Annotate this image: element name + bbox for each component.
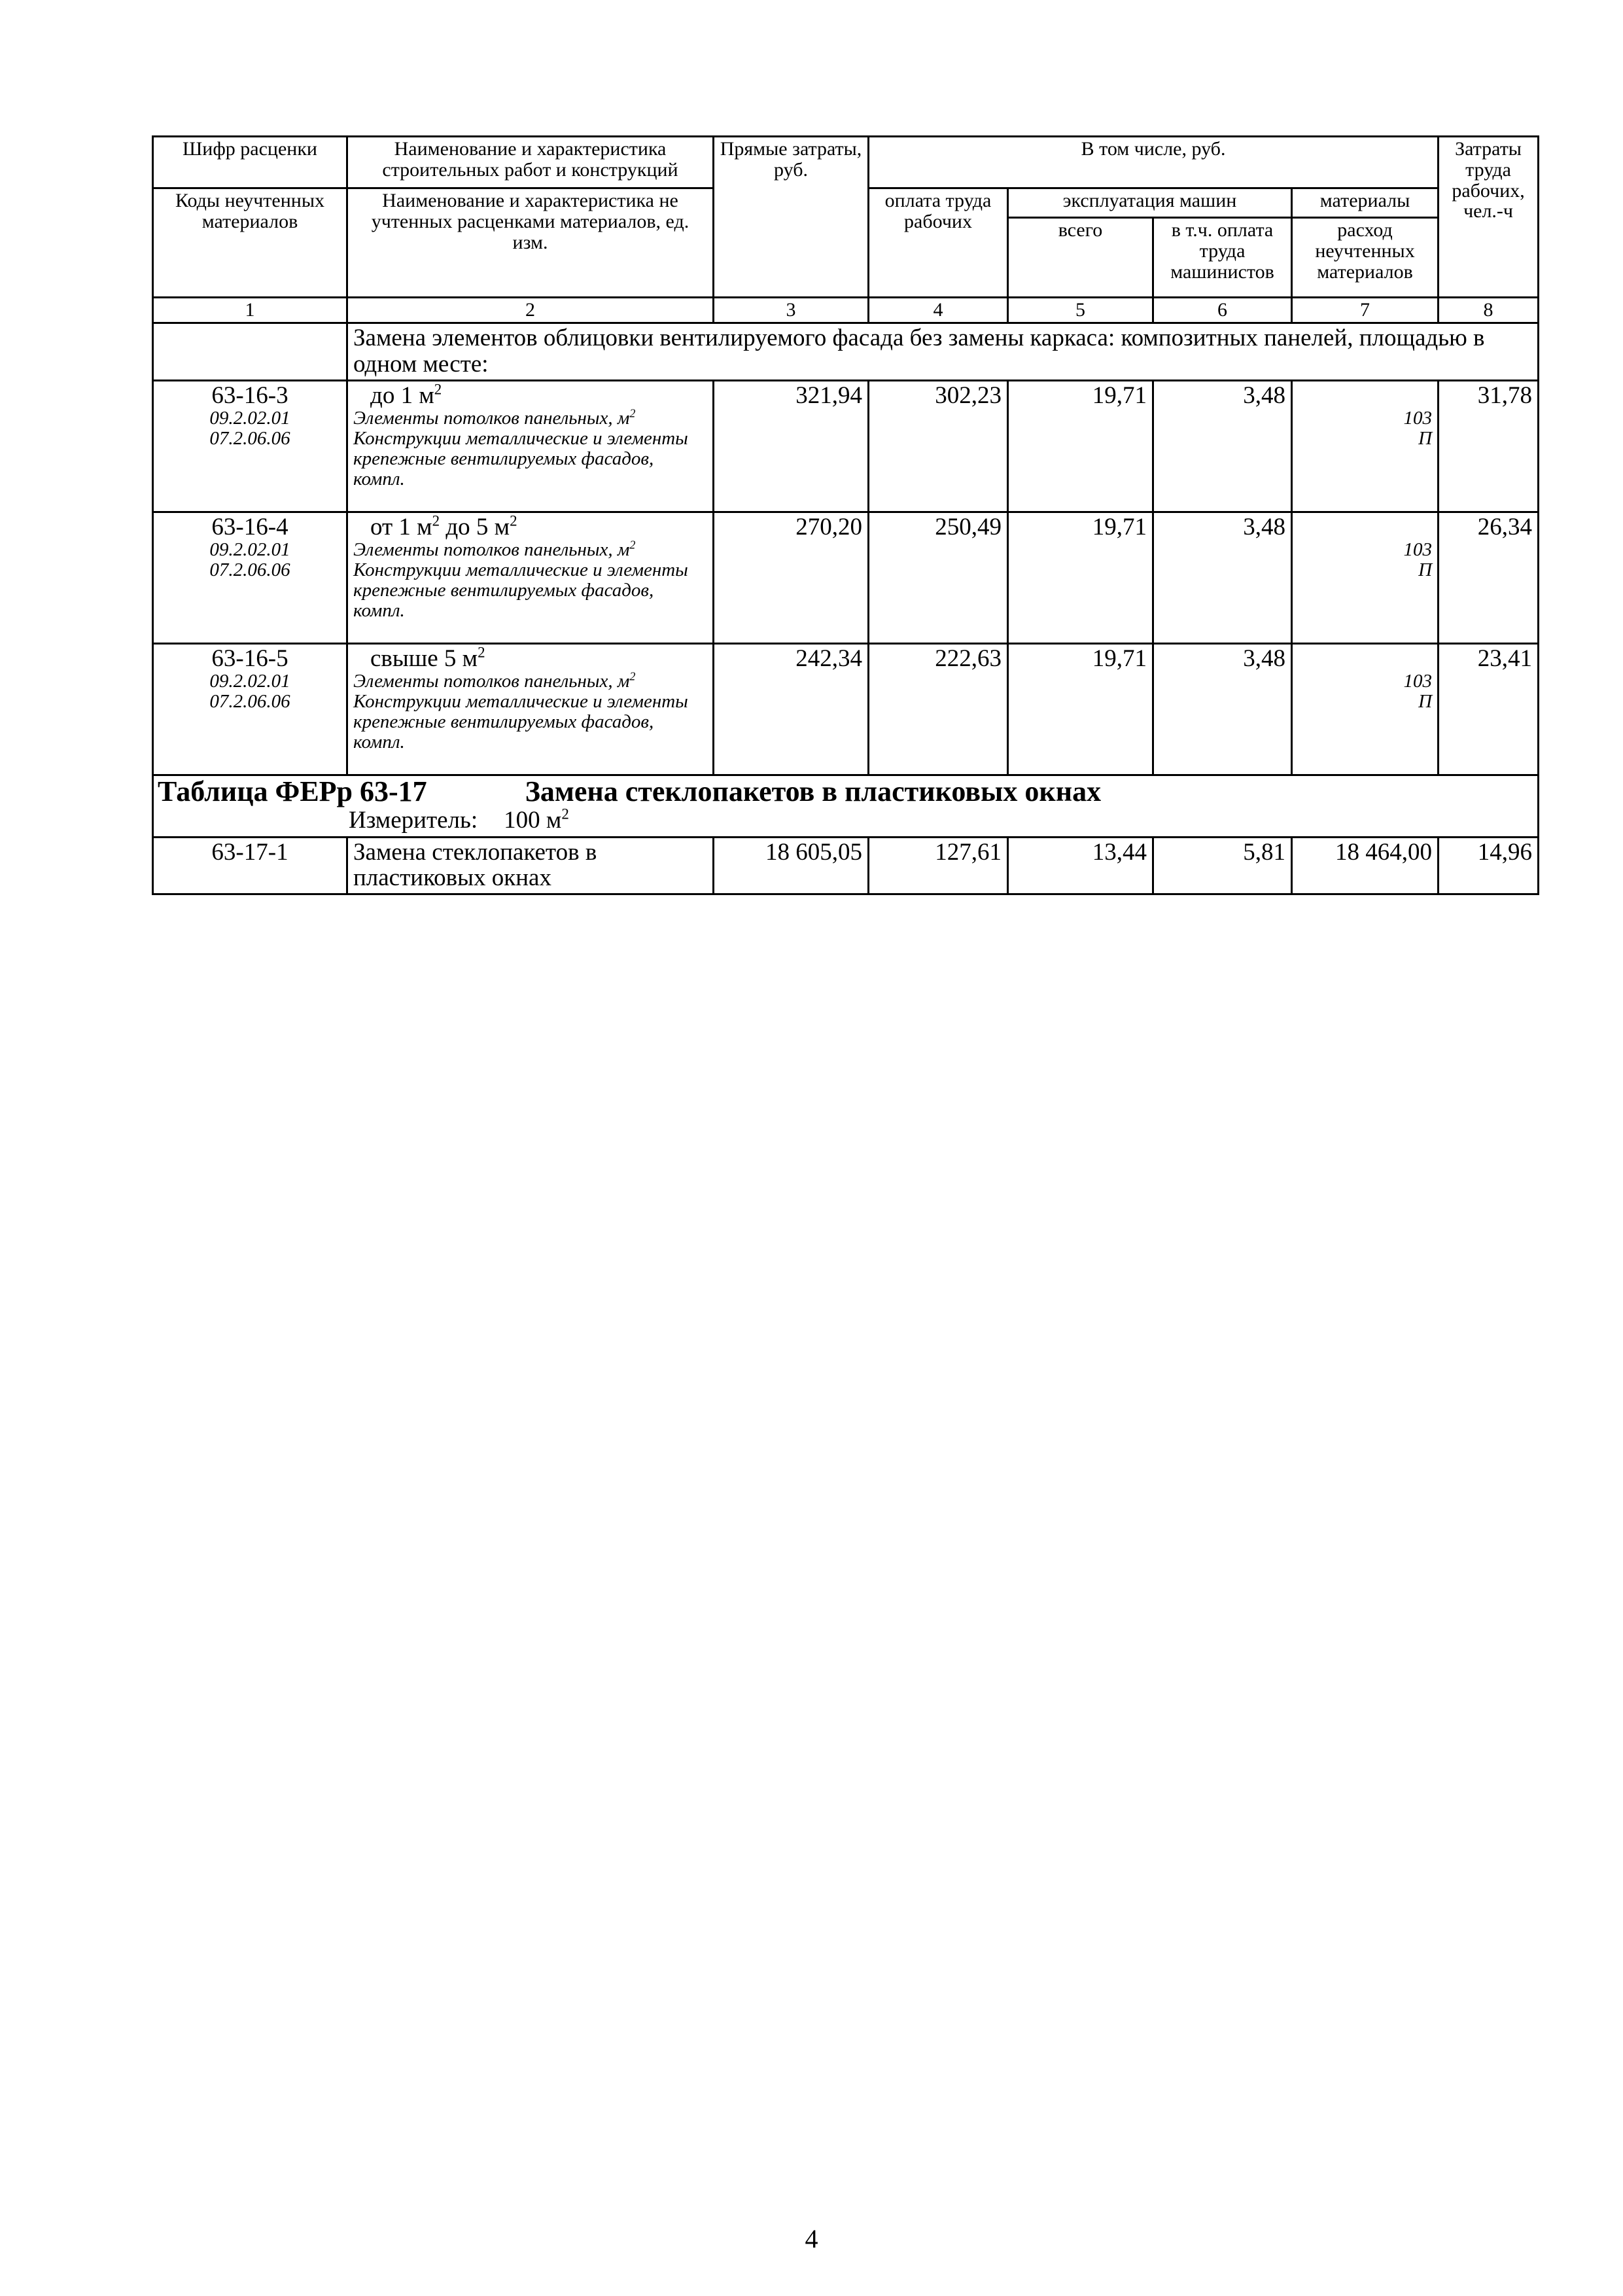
material-code: 07.2.06.06 <box>209 428 290 450</box>
material-name <box>353 408 707 429</box>
materials-consumption-cell <box>1292 381 1439 512</box>
table-row <box>153 838 1539 894</box>
rate-name-cell <box>347 644 714 775</box>
labor-costs: 26,34 <box>1439 512 1539 644</box>
table-row <box>153 644 1539 775</box>
group-title-empty-cell <box>153 323 347 380</box>
header-material-codes-cell: Коды неучтенных материалов <box>153 188 347 298</box>
machinist-wage: 3,48 <box>1153 644 1292 775</box>
materials-consumption-cell <box>1292 644 1439 775</box>
measure-value: 100 м <box>504 806 562 834</box>
header-name-cell: Наименование и характеристика строительных работ и конструкций <box>347 137 714 188</box>
table2-measure <box>158 805 1533 834</box>
header-labor-cell: Затраты труда рабочих, чел.-ч <box>1439 137 1539 298</box>
material-name-sup: 2 <box>629 406 636 420</box>
table-row <box>153 381 1539 512</box>
material-qty: 103 <box>1403 408 1433 429</box>
labor-costs: 14,96 <box>1439 838 1539 894</box>
direct-costs: 18 605,05 <box>714 838 869 894</box>
material-name: Конструкции металлические и элементы крепежные вентилируемых фасадов, компл. <box>353 559 688 621</box>
material-qty: 103 <box>1403 539 1433 561</box>
header-material-name-cell: Наименование и характеристика не учтенных расценками материалов, ед. изм. <box>347 188 714 298</box>
column-number: 7 <box>1292 298 1439 323</box>
material-name-text: Элементы потолков панельных, м <box>353 408 630 429</box>
material-qty: 103 <box>1403 671 1433 692</box>
material-code: 09.2.02.01 <box>209 408 290 429</box>
rate-name-mid: до 5 м <box>440 514 510 541</box>
machinist-wage: 3,48 <box>1153 381 1292 512</box>
material-code: 09.2.02.01 <box>209 671 290 692</box>
rate-name-sup: 2 <box>434 381 442 398</box>
materials-consumption-cell <box>1292 512 1439 644</box>
table2-header-row <box>153 775 1539 838</box>
page-number: 4 <box>805 2224 818 2253</box>
direct-costs: 270,20 <box>714 512 869 644</box>
header-code-cell: Шифр расценки <box>153 137 347 188</box>
material-code: 07.2.06.06 <box>209 691 290 713</box>
materials-value: 18 464,00 <box>1292 838 1439 894</box>
material-name-sup: 2 <box>629 669 636 683</box>
labor-wage: 127,61 <box>869 838 1008 894</box>
direct-costs: 321,94 <box>714 381 869 512</box>
material-qty: П <box>1418 690 1433 712</box>
labor-wage: 250,49 <box>869 512 1008 644</box>
rates-table-body <box>152 135 1539 895</box>
column-number: 1 <box>153 298 347 323</box>
table2-title-name: Замена стеклопакетов в пластиковых окнах <box>525 775 1102 808</box>
labor-costs: 23,41 <box>1439 644 1539 775</box>
machinist-wage: 5,81 <box>1153 838 1292 894</box>
column-number: 8 <box>1439 298 1539 323</box>
machines-total: 19,71 <box>1008 512 1153 644</box>
measure-sup: 2 <box>561 805 569 822</box>
header-machines-total-cell: всего <box>1008 218 1153 298</box>
machines-total: 13,44 <box>1008 838 1153 894</box>
header-labor-wage-cell: оплата труда рабочих <box>869 188 1008 298</box>
rate-code-cell <box>153 512 347 644</box>
rate-code: 63-16-3 <box>211 382 288 410</box>
rate-name <box>353 646 707 671</box>
material-code: 07.2.06.06 <box>209 559 290 581</box>
column-numbers-row <box>153 298 1539 323</box>
table2-header <box>153 775 1539 838</box>
rate-name-text: от 1 м <box>370 514 432 541</box>
materials-value <box>1298 646 1432 671</box>
machinist-wage: 3,48 <box>1153 512 1292 644</box>
rate-name-cell <box>347 381 714 512</box>
rate-code-cell <box>153 838 347 894</box>
material-name <box>353 540 707 560</box>
rate-name-sup: 2 <box>432 512 440 529</box>
material-name-text: Элементы потолков панельных, м <box>353 539 630 561</box>
direct-costs: 242,34 <box>714 644 869 775</box>
rate-code-cell <box>153 644 347 775</box>
rate-code: 63-16-4 <box>211 514 288 541</box>
rate-name: Замена стеклопакетов в пластиковых окнах <box>347 838 714 894</box>
machines-total: 19,71 <box>1008 644 1153 775</box>
material-qty: П <box>1418 559 1433 580</box>
rate-code: 63-16-5 <box>211 645 288 673</box>
column-number: 4 <box>869 298 1008 323</box>
table2-title-code: Таблица ФЕРр 63-17 <box>158 775 427 808</box>
rate-code-cell <box>153 381 347 512</box>
header-machinist-wage-cell: в т.ч. оплата труда машинистов <box>1153 218 1292 298</box>
material-name <box>353 671 707 692</box>
column-number: 3 <box>714 298 869 323</box>
labor-costs: 31,78 <box>1439 381 1539 512</box>
rate-name-sup: 2 <box>478 644 485 661</box>
table-row <box>153 512 1539 644</box>
header-direct-cell: Прямые затраты, руб. <box>714 137 869 298</box>
group-title-row <box>153 323 1539 380</box>
machines-total: 19,71 <box>1008 381 1153 512</box>
measure-label: Измеритель: <box>349 806 478 834</box>
material-name: Конструкции металлические и элементы крепежные вентилируемых фасадов, компл. <box>353 428 688 489</box>
material-name-text: Элементы потолков панельных, м <box>353 671 630 692</box>
materials-value <box>1298 514 1432 540</box>
rate-code: 63-17-1 <box>211 839 288 866</box>
labor-wage: 302,23 <box>869 381 1008 512</box>
rate-name-text: свыше 5 м <box>370 645 478 673</box>
materials-value <box>1298 383 1432 408</box>
column-number: 2 <box>347 298 714 323</box>
header-materials-cell: материалы <box>1292 188 1439 218</box>
header-machines-cell: эксплуатация машин <box>1008 188 1292 218</box>
group-title: Замена элементов облицовки вентилируемого фасада без замены каркаса: композитных панелей, площадью в одном месте: <box>347 323 1539 380</box>
material-code: 09.2.02.01 <box>209 539 290 561</box>
column-number: 6 <box>1153 298 1292 323</box>
column-number: 5 <box>1008 298 1153 323</box>
rate-name-sup2: 2 <box>510 512 517 529</box>
rate-name <box>353 514 707 540</box>
table2-title <box>158 776 1533 807</box>
rate-name-cell <box>347 512 714 644</box>
header-materials-consumption-cell: расход неучтенных материалов <box>1292 218 1439 298</box>
material-name-sup: 2 <box>629 538 636 552</box>
labor-wage: 222,63 <box>869 644 1008 775</box>
material-name: Конструкции металлические и элементы крепежные вентилируемых фасадов, компл. <box>353 691 688 752</box>
header-including-cell: В том числе, руб. <box>869 137 1439 188</box>
rate-name <box>353 383 707 408</box>
rate-name-text: до 1 м <box>370 382 434 410</box>
material-qty: П <box>1418 427 1433 449</box>
